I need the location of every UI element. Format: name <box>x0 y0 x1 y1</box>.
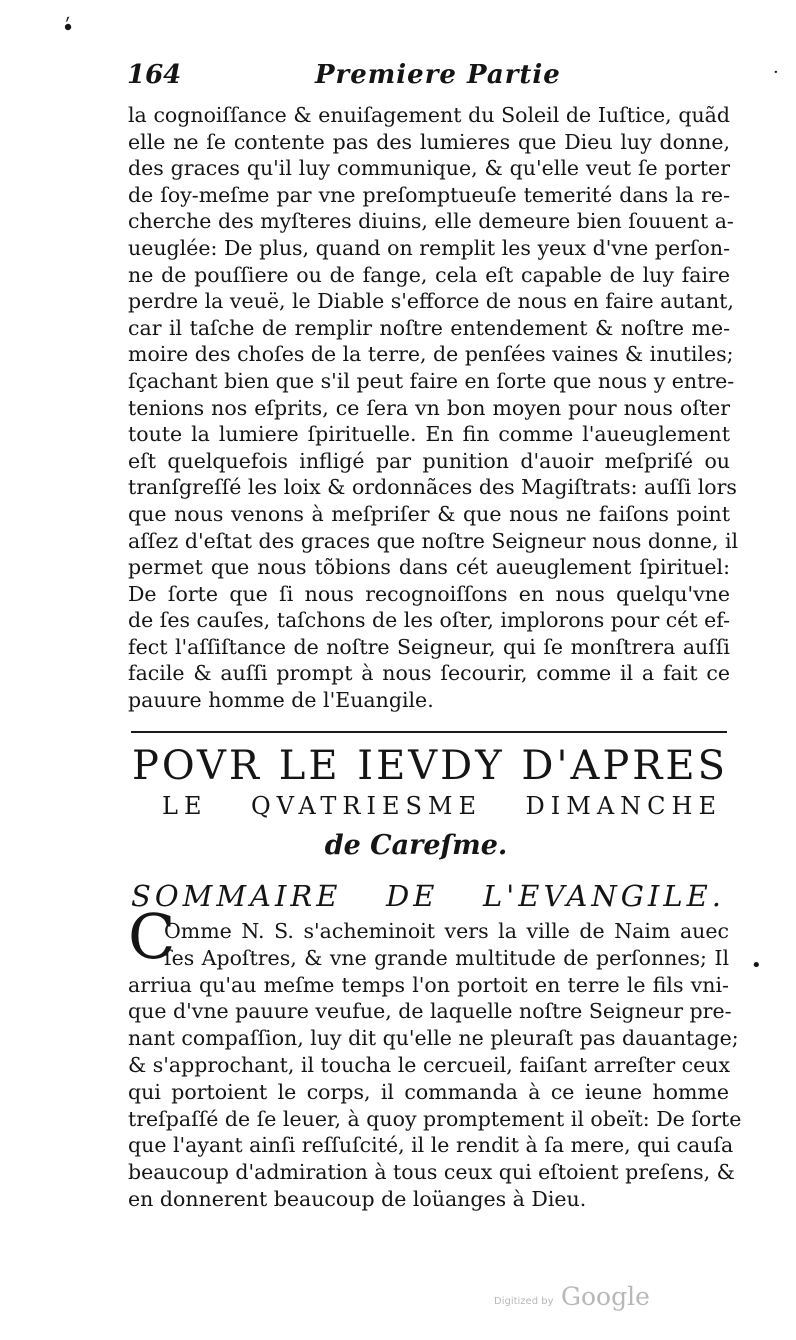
body-line: de ſes cauſes, taſchons de les oſter, implorons pour cét ef- <box>128 608 731 633</box>
body-line: perdre la veuë, le Diable s'efforce de nous en faire autant, <box>128 289 734 314</box>
watermark-small-text: Digitized by <box>494 1296 554 1307</box>
page-number: 164 <box>127 60 182 90</box>
summary-line: beaucoup d'admiration à tous ceux qui eſtoient preſens, & <box>128 1160 735 1185</box>
summary-line: ſes Apoſtres, & vne grande multitude de perſonnes; Il <box>164 945 729 970</box>
watermark-logo-text: Google <box>561 1282 650 1311</box>
body-line: fect l'aſſiſtance de noſtre Seigneur, qui ſe monſtrera auſſi <box>128 634 730 659</box>
body-line: tranſgreſſé les loix & ordonnãces des Magiſtrats: auſſi lors <box>128 475 737 500</box>
body-line: elle ne ſe contente pas des lumieres que Dieu luy donne, <box>128 129 730 154</box>
body-line: moire des choſes de la terre, de penſées vaines & inutiles; <box>128 342 734 367</box>
drop-cap: C <box>128 900 176 973</box>
body-line: tenions nos eſprits, ce ſera vn bon moyen pour nous oſter <box>128 395 730 420</box>
body-line: la cognoiſſance & enuiſagement du Soleil de Iuſtice, quãd <box>128 103 730 127</box>
body-line: permet que nous tõbions dans cét aueuglement ſpirituel: <box>128 555 730 580</box>
summary-line: Omme N. S. s'acheminoit vers la ville de Naim auec <box>164 919 729 943</box>
summary-line: que l'ayant ainſi reſſuſcité, il le rendit à ſa mere, qui cauſa <box>128 1133 734 1158</box>
section-title-line-1: POVR LE IEVDY D'APRES <box>132 743 728 789</box>
body-line: De ſorte que ſi nous recognoiſſons en nous quelqu'vne <box>128 581 730 606</box>
summary-line: qui portoient le corps, il commanda à ce ieune homme <box>128 1079 729 1104</box>
body-line: car il taſche de remplir noſtre entendement & noſtre me- <box>128 315 730 340</box>
summary-line: nant compaſſion, luy dit qu'elle ne pleuraſt pas dauantage; <box>128 1026 739 1051</box>
section-title-line-2: LE QVATRIESME DIMANCHE <box>162 792 722 820</box>
summary-line: que d'vne pauure veufue, de laquelle noſtre Seigneur pre- <box>128 999 732 1024</box>
summary-line-last: en donnerent beaucoup de loüanges à Dieu. <box>128 1186 587 1211</box>
body-line: cherche des myſteres diuins, elle demeure bien ſouuent a- <box>128 209 734 234</box>
running-head: Premiere Partie <box>315 60 561 90</box>
body-line: eſt quelquefois infligé par punition d'auoir meſpriſé ou <box>128 448 730 473</box>
summary-text <box>128 918 742 1213</box>
digitization-watermark <box>494 1282 664 1316</box>
section-divider <box>131 731 727 733</box>
body-line-last: pauure homme de l'Euangile. <box>128 688 434 713</box>
body-line: facile & auſſi prompt à nous ſecourir, comme il a fait ce <box>128 661 730 686</box>
body-line: toute la lumiere ſpirituelle. En fin comme l'aueuglement <box>128 422 730 447</box>
body-line: des graces qu'il luy communique, & qu'elle veut ſe porter <box>128 156 730 181</box>
body-line: que nous venons à meſpriſer & que nous ne faiſons point <box>128 501 730 526</box>
body-text <box>128 102 739 714</box>
body-line: de ſoy-meſme par vne preſomptueuſe temerité dans la re- <box>128 182 730 207</box>
margin-ink-mark-top: · <box>773 62 779 83</box>
summary-line: treſpaſſé de ſe leuer, à quoy promptement il obeït: De ſorte <box>128 1106 742 1131</box>
summary-heading: SOMMAIRE DE L'EVANGILE. <box>131 879 725 913</box>
summary-line: arriua qu'au meſme temps l'on portoit en terre le fils vni- <box>128 972 729 997</box>
corner-ink-mark: •́ <box>58 14 79 43</box>
summary-line: & s'approchant, il toucha le cercueil, faiſant arreſter ceux <box>128 1052 731 1077</box>
body-line: aſſez d'eſtat des graces que noſtre Seigneur nous donne, il <box>128 528 739 553</box>
section-title-line-3: de Careſme. <box>324 830 508 861</box>
body-line: ne de pouſſiere ou de fange, cela eſt capable de luy faire <box>128 262 730 287</box>
margin-ink-mark-middle: • <box>751 955 762 976</box>
body-line: ueuglée: De plus, quand on remplit les yeux d'vne perſon- <box>128 235 730 260</box>
body-line: ſçachant bien que s'il peut faire en ſorte que nous y entre- <box>128 368 735 393</box>
page-header <box>127 60 727 98</box>
